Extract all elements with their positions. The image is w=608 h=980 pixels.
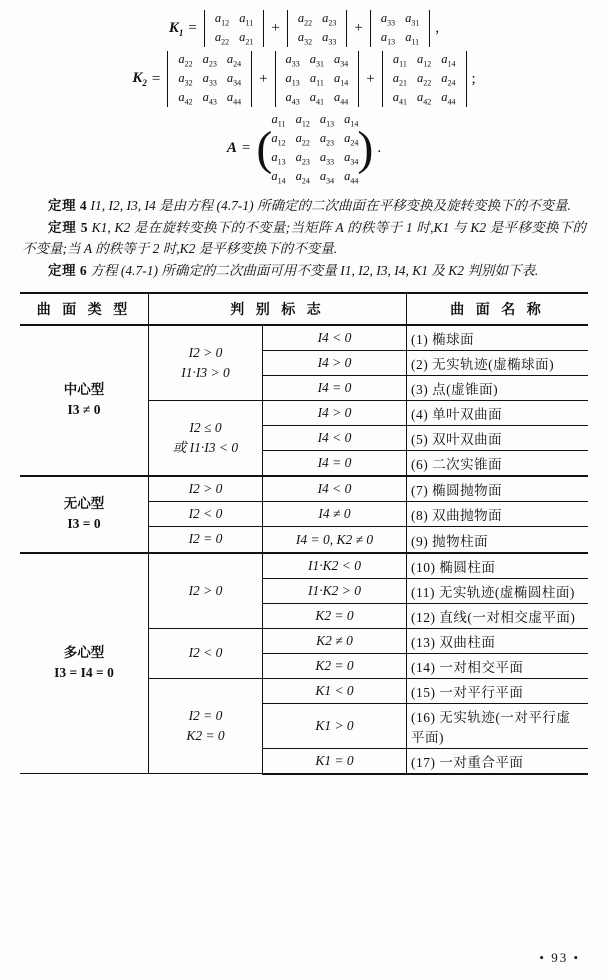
- criterion-a: I2 = 0: [188, 707, 223, 723]
- cell-criterion-2: I1·K2 > 0: [263, 578, 407, 603]
- cell-criterion-2: I4 = 0: [263, 450, 407, 476]
- determinant: $a_{33}$ $a_{31}$ $a_{13}$ $a_{11}$: [369, 10, 432, 47]
- cell-criterion-1: [149, 400, 263, 476]
- formula-a: [24, 111, 584, 186]
- formula-a-label: A: [226, 140, 237, 157]
- theorem-6-text: 方程 (4.7-1) 所确定的二次曲面可用不变量 I1, I2, I3, I4, K1 及 K2 判别如下表.: [90, 262, 539, 278]
- header-surface-name: 曲 面 名 称: [407, 293, 589, 325]
- formula-k1: [24, 10, 584, 47]
- determinant: $a_{22}$ $a_{23}$ $a_{32}$ $a_{33}$: [286, 10, 349, 47]
- cell-criterion-2: K2 = 0: [263, 653, 407, 678]
- criterion-b: K2 = 0: [186, 727, 225, 743]
- determinant: $a_{11}$ $a_{12}$ $a_{14}$ $a_{21}$ $a_{22}$ $a_{24}$ $a_{41}$ $a_{42}$ $a_{44}$: [381, 51, 468, 107]
- cell-surface-name: (15) 一对平行平面: [407, 678, 589, 703]
- cell-criterion-2: I4 = 0: [263, 375, 407, 400]
- theorem-6: [22, 261, 586, 282]
- cell-surface-name: (16) 无实轨迹(一对平行虚平面): [407, 703, 589, 748]
- criterion-a: I2 ≤ 0: [189, 419, 222, 435]
- formula-k2-equals: =: [151, 70, 161, 87]
- cell-criterion-2: I4 < 0: [263, 425, 407, 450]
- cell-surface-name: (4) 单叶双曲面: [407, 400, 589, 425]
- cell-surface-name: (6) 二次实锥面: [407, 450, 589, 476]
- type-condition: I3 ≠ 0: [67, 402, 101, 418]
- type-condition: I3 = I4 = 0: [54, 665, 114, 681]
- formula-k1-tail: ,: [435, 20, 440, 37]
- table-body: [20, 325, 588, 774]
- page-number: • 93 •: [539, 950, 580, 965]
- determinant: $a_{22}$ $a_{23}$ $a_{24}$ $a_{32}$ $a_{33}$ $a_{34}$ $a_{42}$ $a_{43}$ $a_{44}$: [166, 51, 253, 107]
- theorem-4: [22, 196, 586, 217]
- classification-table-wrap: [20, 292, 588, 775]
- table-header-row: [20, 293, 588, 325]
- table-row: [20, 553, 588, 579]
- type-label: 多心型: [63, 645, 105, 661]
- cell-type: [20, 553, 149, 774]
- cell-type: [20, 476, 149, 553]
- theorem-5: [22, 218, 586, 260]
- cell-criterion-2: I4 ≠ 0: [263, 502, 407, 527]
- cell-criterion-2: K1 > 0: [263, 703, 407, 748]
- cell-surface-name: (9) 抛物柱面: [407, 527, 589, 553]
- cell-surface-name: (5) 双叶双曲面: [407, 425, 589, 450]
- cell-surface-name: (17) 一对重合平面: [407, 748, 589, 774]
- theorem-4-text: I1, I2, I3, I4 是由方程 (4.7-1) 所确定的二次曲面在平移变换及旋转变换下的不变量.: [90, 198, 571, 214]
- determinant: $a_{12}$ $a_{11}$ $a_{22}$ $a_{21}$: [203, 10, 266, 47]
- theorem-6-label: 定理 6: [48, 262, 88, 278]
- plus-sign: +: [271, 20, 280, 37]
- matrix: ( $a_{11}$ $a_{12}$ $a_{13}$ $a_{14}$ $a_{12}$ $a_{22}$ $a_{23}$ $a_{24}$ $a_{13}$ $a_{23}$ $a_{33}$ $a_{34}$ $a_{14}$ $a_{24}$ $a_{34}$ $a_{44}$ ): [256, 111, 373, 186]
- cell-criterion-1: I2 > 0: [149, 476, 263, 502]
- cell-criterion-2: I4 = 0, K2 ≠ 0: [263, 527, 407, 553]
- type-label: 中心型: [63, 382, 105, 398]
- header-surface-type: 曲 面 类 型: [20, 293, 149, 325]
- cell-criterion-1: I2 = 0: [149, 527, 263, 553]
- formula-k2: [24, 51, 584, 107]
- cell-criterion-1: I2 < 0: [149, 628, 263, 678]
- formula-k1-equals: =: [188, 20, 197, 37]
- cell-criterion-2: K1 = 0: [263, 748, 407, 774]
- cell-type: [20, 325, 149, 476]
- cell-criterion-1: I2 > 0: [149, 553, 263, 629]
- formula-k1-label: $K_1$: [168, 19, 184, 38]
- formula-a-equals: =: [241, 140, 251, 157]
- theorem-5-text: K1, K2 是在旋转变换下的不变量;当矩阵 A 的秩等于 1 时,K1 与 K2 是平移变换下的不变量;当 A 的秩等于 2 时,K2 是平移变换下的不变量.: [22, 220, 587, 257]
- cell-criterion-2: K1 < 0: [263, 678, 407, 703]
- cell-criterion-2: I4 > 0: [263, 400, 407, 425]
- classification-table: [20, 292, 588, 775]
- table-row: [20, 476, 588, 502]
- cell-criterion-2: I4 < 0: [263, 325, 407, 351]
- formula-block: [0, 0, 608, 186]
- plus-sign: +: [354, 20, 363, 37]
- theorem-5-label: 定理 5: [48, 220, 88, 236]
- cell-criterion-2: K2 ≠ 0: [263, 628, 407, 653]
- criterion-b: 或 I1·I3 < 0: [172, 439, 239, 455]
- plus-sign: +: [259, 70, 268, 87]
- cell-criterion-2: I1·K2 < 0: [263, 553, 407, 579]
- formula-a-tail: .: [377, 140, 382, 157]
- header-criteria: 判 别 标 志: [149, 293, 407, 325]
- cell-surface-name: (3) 点(虚锥面): [407, 375, 589, 400]
- cell-surface-name: (1) 椭球面: [407, 325, 589, 351]
- table-row: [20, 325, 588, 351]
- cell-surface-name: (14) 一对相交平面: [407, 653, 589, 678]
- cell-criterion-1: [149, 678, 263, 774]
- cell-surface-name: (10) 椭圆柱面: [407, 553, 589, 579]
- criterion-b: I1·I3 > 0: [181, 364, 230, 380]
- cell-surface-name: (8) 双曲抛物面: [407, 502, 589, 527]
- theorem-4-label: 定理 4: [48, 198, 88, 214]
- type-condition: I3 = 0: [67, 516, 101, 532]
- cell-criterion-2: K2 = 0: [263, 603, 407, 628]
- criterion-a: I2 > 0: [188, 344, 223, 360]
- cell-criterion-1: I2 < 0: [149, 502, 263, 527]
- cell-surface-name: (7) 椭圆抛物面: [407, 476, 589, 502]
- formula-k2-tail: ;: [471, 70, 476, 87]
- cell-surface-name: (2) 无实轨迹(虚椭球面): [407, 350, 589, 375]
- cell-surface-name: (12) 直线(一对相交虚平面): [407, 603, 589, 628]
- cell-surface-name: (11) 无实轨迹(虚椭圆柱面): [407, 578, 589, 603]
- formula-k2-label: $K_2$: [132, 70, 147, 89]
- determinant: $a_{33}$ $a_{31}$ $a_{34}$ $a_{13}$ $a_{11}$ $a_{14}$ $a_{43}$ $a_{41}$ $a_{44}$: [274, 51, 361, 107]
- cell-surface-name: (13) 双曲柱面: [407, 628, 589, 653]
- type-label: 无心型: [63, 496, 105, 511]
- cell-criterion-1: [149, 325, 263, 401]
- plus-sign: +: [366, 70, 375, 87]
- theorem-block: [0, 190, 608, 282]
- cell-criterion-2: I4 > 0: [263, 350, 407, 375]
- cell-criterion-2: I4 < 0: [263, 476, 407, 502]
